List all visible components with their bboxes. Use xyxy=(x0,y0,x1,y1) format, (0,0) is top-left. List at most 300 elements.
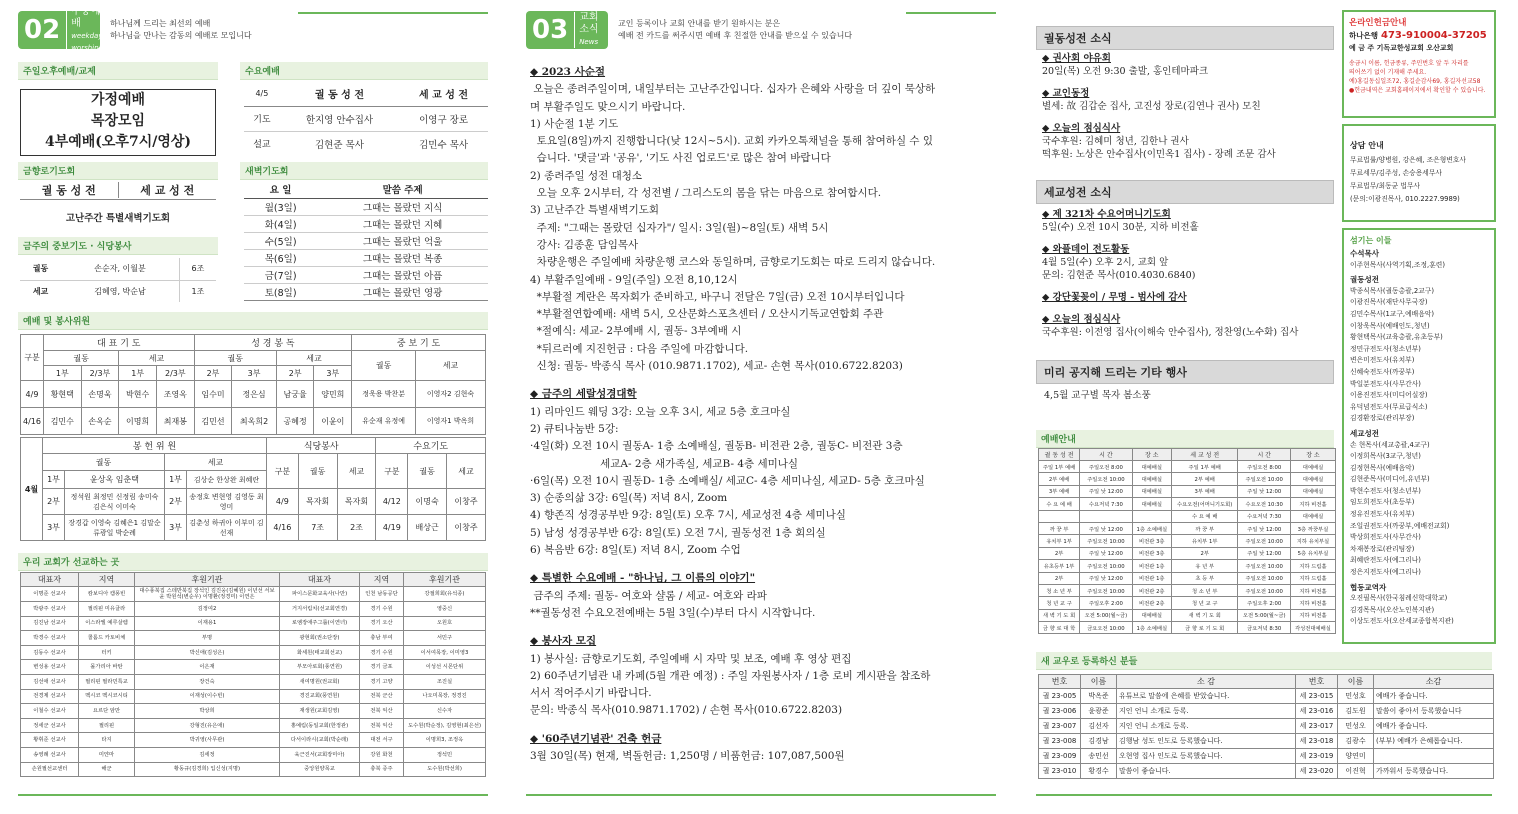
intro-line: 하나님께 드리는 최선의 예배 xyxy=(110,19,211,28)
cell: 민성오 xyxy=(1338,719,1374,734)
cell: 수요오전 10:30 xyxy=(1238,498,1291,510)
cell: 주일오전 10:00 xyxy=(1080,560,1133,572)
cell: 금요저녁 8:30 xyxy=(1238,622,1291,634)
events-text: 4,5월 교구별 목자 봄소풍 xyxy=(1044,390,1151,401)
table-row xyxy=(21,616,486,631)
cell: 김민선 xyxy=(194,408,232,435)
cell: 1부 xyxy=(119,366,157,381)
cell: 번호 xyxy=(1039,675,1081,689)
cell: 김춘성 하귀아 이부미 김선재 xyxy=(187,515,267,541)
news-line: 오늘은 종려주일이며, 내일부터는 고난주간입니다. 십자가 은혜와 사랑을 더 깊이 묵상하 xyxy=(530,83,936,96)
news-line: 1) 리마인드 웨딩 3강: 오늘 오후 3시, 세교 5층 호크마실 xyxy=(530,405,791,418)
cell: 주일오전 8:00 xyxy=(1080,461,1133,473)
cell: 세교 xyxy=(337,454,376,489)
cell: 대예배실 xyxy=(1290,485,1335,497)
cell: 기도 xyxy=(244,106,280,131)
cell: 다서이라시(교회(박순래) xyxy=(280,733,360,748)
news-section-title: ◆ 2023 사순절 xyxy=(530,66,606,78)
news-item-title: ◆ 오늘의 점심식사 xyxy=(1042,314,1121,325)
cell: 청 소 년 부 xyxy=(1171,584,1238,596)
cell: 구분 xyxy=(376,454,408,489)
cell: 충북 증주 xyxy=(360,762,404,777)
cell: 2조 xyxy=(337,515,376,541)
cell: 대예배실 xyxy=(1132,461,1171,473)
cell: 파이스문화교육사(나만) xyxy=(280,587,360,602)
staff-item: 박종식목사(궐동총괄,2교구) xyxy=(1350,286,1435,295)
table-row xyxy=(1039,510,1336,522)
cell: 세교 xyxy=(447,454,486,489)
staff-item: 손 현목사(세교총괄,4교구) xyxy=(1350,440,1430,449)
cell: 정은심 xyxy=(232,381,276,408)
news-item-title: ◆ 와플데이 전도활동 xyxy=(1042,244,1130,255)
table-row xyxy=(1039,535,1336,547)
cell: 김경남 xyxy=(1081,734,1117,749)
table-row xyxy=(21,602,486,617)
cell: 송정호 변현영 김영동 최영미 xyxy=(187,489,267,515)
news-line: **궐동성전 수요오전예배는 5월 3일(수)부터 다시 시작합니다. xyxy=(530,606,816,619)
cell: 대예배실 xyxy=(1290,461,1335,473)
cell: 주일 낮 12:00 xyxy=(1080,572,1133,584)
spacer xyxy=(530,559,994,570)
staff-item: 박일분전도사(사무간사) xyxy=(1350,379,1421,388)
cell: 손순자, 이월분 xyxy=(61,258,179,280)
cell: 지하 비전홀 xyxy=(1290,609,1335,621)
cell: 주일 낮 12:00 xyxy=(1080,522,1133,534)
news-line: 1) 봉사실: 금향로기도회, 주일예배 시 자막 및 보조, 예배 후 영상 편집 xyxy=(530,652,852,665)
cell: 신수자 xyxy=(404,704,486,719)
cell: 그때는 몰랐던 억울 xyxy=(317,232,488,249)
cell: 필리핀 필라민특교 xyxy=(79,674,135,689)
cell: 월(3일) xyxy=(244,198,317,215)
cell: 전북 익산 xyxy=(360,704,404,719)
cell: 청 년 교 구 xyxy=(1171,597,1238,609)
cell: 경진교회(풍연원) xyxy=(280,689,360,704)
cell: 김민수 xyxy=(43,408,81,435)
news-item-line: 20일(목) 오전 9:30 출발, 홍인테마파크 xyxy=(1042,66,1209,77)
cell: 금요오전 10:00 xyxy=(1080,622,1133,634)
afternoon-line: 목장모임 xyxy=(90,113,146,129)
online-title: 온라인헌금안내 xyxy=(1349,18,1407,28)
cell: 3부 xyxy=(165,515,187,541)
cell: 후원기관 xyxy=(135,573,280,587)
cell: 필리핀 xyxy=(79,718,135,733)
cell: 목(6일) xyxy=(244,249,317,266)
cell: 세 23-020 xyxy=(1296,764,1338,779)
cell xyxy=(1132,510,1171,522)
news-line: 3) 순종의삶 3강: 6일(목) 저녁 8시, Zoom xyxy=(530,492,728,505)
news-line: 2) 큐티나눔반 5강: xyxy=(530,422,619,435)
cell: 경기 금포 xyxy=(360,660,404,675)
section-guide: 예배안내 xyxy=(1036,430,1334,448)
cell: 거지서림치(선교회연경) xyxy=(280,602,360,617)
news-line: 2) 종려주일 성전 대청소 xyxy=(530,169,643,182)
cell: 대예배실 xyxy=(1290,510,1335,522)
staff-item: 이상도전도사(오산세교종합복지관) xyxy=(1350,617,1454,626)
cell: 예배가 좋습니다. xyxy=(1374,689,1494,704)
cell: 궐 동 성 전 xyxy=(280,82,399,106)
staff-item: 김민수목사(1교구,예배음악) xyxy=(1350,309,1435,318)
page2-badge xyxy=(526,11,608,49)
table-row xyxy=(21,587,486,602)
cell: 지하 유치부실 xyxy=(1290,535,1335,547)
cell: 오현영 집사 인도로 등록했습니다. xyxy=(1117,749,1296,764)
news-line: *부활절연합예배: 새벽 5시, 오산문화스포츠센터 / 오산시기독교연합회 주관 xyxy=(530,308,884,321)
cell: 1부 xyxy=(165,471,187,489)
cell: 조진실 xyxy=(404,674,486,689)
cell: 4/16 xyxy=(21,408,44,435)
cell: 중 보 기 도 xyxy=(352,335,486,351)
news-line: 신청: 궐동- 박종식 목사 (010.9871.1702), 세교- 손현 목사(010.6722.8203) xyxy=(530,360,903,373)
table-row xyxy=(21,689,486,704)
cell: 지하 드림홀 xyxy=(1290,572,1335,584)
cell: 박광주 선교사 xyxy=(21,602,79,617)
news-item-line: 국수후원: 김혜미 청년, 김한나 권사 xyxy=(1042,136,1189,147)
page1-number: 02 xyxy=(24,15,61,45)
cell: 이철수 선교사 xyxy=(21,704,79,719)
cell: 금 향 로 대 학 xyxy=(1039,622,1080,634)
cell: 유초등부 1부 xyxy=(1039,560,1080,572)
page2-number: 03 xyxy=(532,15,569,45)
cell: 김상순 한상완 최혜란 xyxy=(187,471,267,489)
news-line: 3) 고난주간 특별새벽기도회 xyxy=(530,204,660,217)
cell: 새여명원(권교회) xyxy=(280,674,360,689)
cell: 수요오전(어머니기도회) xyxy=(1171,498,1238,510)
cell: 주일오전 10:00 xyxy=(1238,584,1291,596)
cell: 황현택 xyxy=(43,381,81,408)
staff-item: 차재봉장로(관리팀장) xyxy=(1350,544,1415,553)
cell: 주일오전 10:00 xyxy=(1080,584,1133,596)
cell: 목자회 xyxy=(337,489,376,515)
cell: 지하 비전홀 xyxy=(1290,584,1335,596)
cell: 배상근 xyxy=(408,515,447,541)
cell: 박상희 xyxy=(135,704,280,719)
cell: 궐동 xyxy=(298,454,337,489)
news-item-line: 떡후원: 노상은 안수집사(이민옥1 집사) - 장례 조문 감사 xyxy=(1042,149,1276,160)
cell: 세 23-019 xyxy=(1296,749,1338,764)
staff-item: 이광진목사(재단사무국장) xyxy=(1350,298,1428,307)
news-item-title: ◆ 제 321차 수요어머니기도회 xyxy=(1042,209,1171,220)
counsel-list xyxy=(1350,154,1488,206)
news-line: *부활절 계란은 목자회가 준비하고, 바구니 전달은 7일(금) 오전 10시부터입니다 xyxy=(530,290,905,303)
cell: 영중신 xyxy=(404,602,486,617)
table-row xyxy=(21,674,486,689)
cell: 궐 23-007 xyxy=(1039,719,1081,734)
page-news xyxy=(526,0,996,814)
cell: 화세원(태교회선교) xyxy=(280,645,360,660)
cell: 이명희 xyxy=(119,408,157,435)
cell: 궐동 xyxy=(43,454,165,471)
cell: 정욱용 박찬분 xyxy=(352,381,416,408)
cell: 3부 예배 xyxy=(1171,485,1238,497)
cell: 말씀이 좋아서 등록했습니다 xyxy=(1374,704,1494,719)
cell: 비전관 3층 xyxy=(1132,547,1171,559)
cell: 이윤이 xyxy=(314,408,352,435)
note-line: 띄어쓰기 없이 기재해 주세요. xyxy=(1349,69,1427,76)
cell: 세교 xyxy=(119,351,194,366)
mission-table xyxy=(20,572,486,777)
staff-item: 이주현목사(사역기획,조정,훈련) xyxy=(1350,260,1445,269)
cell: 1층 소예배실 xyxy=(1132,522,1171,534)
cell: 이명숙 xyxy=(408,489,447,515)
cell: 나오미목장, 정경진 xyxy=(404,689,486,704)
staff-item: 변은미전도사(유치부) xyxy=(1350,356,1415,365)
cell: 전북 군산 xyxy=(360,689,404,704)
cell: 대예배실 xyxy=(1132,609,1171,621)
cell: 4/19 xyxy=(376,515,408,541)
divider xyxy=(526,794,996,796)
divider xyxy=(298,12,488,14)
cell: 대 표 기 도 xyxy=(43,335,194,351)
news-item-title: ◆ 오늘의 점심식사 xyxy=(1042,123,1121,134)
staff-item: 조일권전도사(까꿍부,예배전교회) xyxy=(1350,521,1450,530)
table-row xyxy=(1039,547,1336,559)
news-line: 주제: "그때는 몰랐던 십자가"/ 일시: 3일(월)~8일(토) 새벽 5시 xyxy=(530,221,829,234)
cell: 2부 xyxy=(1039,572,1080,584)
cell: 주일 낮 12:00 xyxy=(1080,547,1133,559)
cell: 까 꿍 부 xyxy=(1039,522,1080,534)
cell: 1부 xyxy=(43,471,65,489)
cell: 이재성(이수빈) xyxy=(135,689,280,704)
staff-box xyxy=(1342,228,1496,644)
cell: 지역 xyxy=(360,573,404,587)
cell: 정석민 xyxy=(404,747,486,762)
cell: 중앙원양목교 xyxy=(280,762,360,777)
cell: 2부 xyxy=(1039,547,1080,559)
cell: 김진남 선교사 xyxy=(21,616,79,631)
cell: 초 등 부 xyxy=(1171,572,1238,584)
cell: 김행남 성도 인도로 등록했습니다. xyxy=(1117,734,1296,749)
cell: 유치부 1부 xyxy=(1171,535,1238,547)
cell: 비전관 3층 xyxy=(1132,535,1171,547)
cell: 도수원(박선희) xyxy=(404,762,486,777)
cell: 구분 xyxy=(267,454,299,489)
cell: 최재봉 xyxy=(156,408,194,435)
section-new-members: 새 교우로 등록하신 분들 xyxy=(1036,652,1492,670)
account-holder: 예 금 주 기독교한성교회 오산교회 xyxy=(1349,44,1454,52)
friday-body: 고난주간 특별새벽기도회 xyxy=(65,213,171,224)
bar-segyo: 세교성전 소식 xyxy=(1036,180,1334,204)
cell: 지인 언니 소개로 등록. xyxy=(1117,704,1296,719)
news-line: ·6일(목) 오전 10시 궐동D- 1층 소예배실/ 세교C- 4층 세미나실, 세교D- 5층 호크마실 xyxy=(530,474,925,487)
cell: 김동수 선교사 xyxy=(21,645,79,660)
cell: 2부 예배 xyxy=(1171,473,1238,485)
note-line: ●헌금내역은 교회홈페이지에서 확인할 수 있습니다. xyxy=(1349,87,1486,94)
friday-head-cell: 궐 동 성 전 xyxy=(20,182,119,198)
online-offering-box xyxy=(1342,10,1496,118)
cell: 타지 xyxy=(79,733,135,748)
cell: 그때는 몰랐던 복종 xyxy=(317,249,488,266)
staff-item: 임도희전도사(초등부) xyxy=(1350,498,1415,507)
cell: 대예배실 xyxy=(1290,473,1335,485)
cell: 6조 xyxy=(179,258,216,280)
cell: 3부 xyxy=(314,366,352,381)
staff-item: 신혜숙전도사(까꿍부) xyxy=(1350,367,1415,376)
intro-line: 하나님을 만나는 감동의 예배로 모입니다 xyxy=(110,31,252,40)
cell: 충남 부여 xyxy=(360,631,404,646)
cell: 주일오후 2:00 xyxy=(1238,597,1291,609)
cell: 궐 23-009 xyxy=(1039,749,1081,764)
cell: 박신애(김성은) xyxy=(135,645,280,660)
cell: 이명희3, 조정옥 xyxy=(404,733,486,748)
cell: 이서여목장, 이미영3 xyxy=(404,645,486,660)
account-row xyxy=(1349,30,1489,41)
cell: 화(4일) xyxy=(244,215,317,232)
cell: 로엠장애주그룹(이연녀) xyxy=(280,616,360,631)
news-line: 토요일(8일)까지 진행합니다(낮 12시~5시). 교회 카카오톡채널을 통해 참여하실 수 있 xyxy=(530,135,934,148)
cell: 김광수 xyxy=(1338,734,1374,749)
news-section-title: ◆ 특별한 수요예배 - "하나님, 그 이름의 이야기" xyxy=(530,572,756,585)
cell: 시 간 xyxy=(1080,449,1133,461)
news-line: 금주의 주제: 궐동- 여호와 샬롬 / 세교- 여호와 라파 xyxy=(530,589,767,602)
cell: 주일 1부 예배 xyxy=(1171,461,1238,473)
page1-title: 주중예배 xyxy=(71,6,101,29)
cell: 이은재 xyxy=(135,660,280,675)
cell: 궐 23-006 xyxy=(1039,704,1081,719)
cell: 변성용 선교사 xyxy=(21,660,79,675)
cell: 손명욱 xyxy=(81,381,119,408)
cell: 대예배실 xyxy=(1132,485,1171,497)
cell: 세 교 성 전 xyxy=(1171,449,1238,461)
cell: 주일 낮 12:00 xyxy=(1238,522,1291,534)
sidebar-info xyxy=(1340,0,1498,814)
page1-title-wrap xyxy=(66,6,102,54)
bar-gwoldong: 궐동성전 소식 xyxy=(1036,26,1334,50)
cell: 1부 xyxy=(43,366,81,381)
guide-table xyxy=(1038,448,1336,634)
cell: 지하 드림홀 xyxy=(1290,560,1335,572)
afternoon-box xyxy=(20,89,216,156)
page2-intro xyxy=(618,18,852,42)
intro-line: 교인 등록이나 교회 안내를 받기 원하시는 분은 xyxy=(618,19,781,28)
section-friday: 금향로기도회 xyxy=(18,162,218,180)
cell: 궐동 xyxy=(43,351,118,366)
cell: 주일 낮 12:00 xyxy=(1080,485,1133,497)
cell: 까 꿍 부 xyxy=(1171,522,1238,534)
cell: 콜롬드 카토비체 xyxy=(79,631,135,646)
cell: 세교 xyxy=(32,286,49,296)
friday-head-cell: 세 교 성 전 xyxy=(140,183,195,197)
cell: 오전 5:00(월~금) xyxy=(1238,609,1291,621)
cell: 그때는 몰랐던 영광 xyxy=(317,283,488,300)
cell: 수요저녁 7:30 xyxy=(1080,498,1133,510)
staff-item: 최혜란전도사(예그리나) xyxy=(1350,556,1421,565)
afternoon-line: 가정예배 xyxy=(90,92,146,108)
cell: 7조 xyxy=(298,515,337,541)
cell: 수 요 예 배 xyxy=(1039,498,1080,510)
page2-subtitle: News xyxy=(579,38,599,46)
cell: 유 년 부 xyxy=(1171,560,1238,572)
cell: 세 23-016 xyxy=(1296,704,1338,719)
table-row xyxy=(21,718,486,733)
cell: 미얀마 xyxy=(79,747,135,762)
cell: 캄보디아 캠퐁빈 xyxy=(79,587,135,602)
cell: 2부 xyxy=(165,489,187,515)
cell: 대표자 xyxy=(280,573,360,587)
cell: 예배가 좋습니다. xyxy=(1374,719,1494,734)
cell: 2부 xyxy=(1171,547,1238,559)
cell: 송영례 선교사 xyxy=(21,747,79,762)
divider xyxy=(18,794,488,796)
cell: 대표자 xyxy=(21,573,79,587)
cell: 경기 오산 xyxy=(360,616,404,631)
section-servants: 예배 및 봉사위원 xyxy=(18,312,488,330)
table-row xyxy=(21,660,486,675)
cell: 주일 1부 예배 xyxy=(1039,461,1080,473)
cell: 강절희회(유석종) xyxy=(404,587,486,602)
table-row xyxy=(1039,560,1336,572)
cell: 김선자 xyxy=(1081,719,1117,734)
cell: 3부 xyxy=(232,366,276,381)
staff-item: 황현택목사(교육총괄,유초등부) xyxy=(1350,333,1443,342)
cell: 2부 예배 xyxy=(1039,473,1080,485)
cell: 소 감 xyxy=(1117,675,1296,689)
cell: 3층 까꿍부실 xyxy=(1290,522,1335,534)
cell: 몰가리아 바탄 xyxy=(79,660,135,675)
news-line: 문의: 박종식 목사(010.9871.1702) / 손현 목사(010.6722.8203) xyxy=(530,704,843,717)
cell: 황동규(김경희) 입신성(지명) xyxy=(135,762,280,777)
staff-item: 정유진전도사(유치부) xyxy=(1350,510,1415,519)
table-row xyxy=(1039,522,1336,534)
cell: 이영자2 김현숙 xyxy=(416,381,486,408)
cell: 주일오전 10:00 xyxy=(1080,535,1133,547)
staff-group-title: 수석목사 xyxy=(1350,249,1379,258)
cell: 설교 xyxy=(253,140,271,151)
page2-title-wrap xyxy=(574,12,608,48)
news-line: 1) 사순절 1분 기도 xyxy=(530,117,619,130)
news-item-title: ◆ 권사회 야유회 xyxy=(1042,53,1111,64)
cell: 4/5 xyxy=(244,82,280,106)
news-line: 3월 30일(목) 현재, 벽돌헌금: 1,250명 / 비품헌금: 107,087,500원 xyxy=(530,749,845,762)
cell: 남궁율 xyxy=(276,381,314,408)
cell: 세 23-015 xyxy=(1296,689,1338,704)
cell: 이명준 선교사 xyxy=(21,587,79,602)
cell: 비전관 2층 xyxy=(1132,597,1171,609)
staff-item: 김경목목사(오산노인복지관) xyxy=(1350,605,1435,614)
cell: 5층 유치부실 xyxy=(1290,547,1335,559)
cell: 요르단 암만 xyxy=(79,704,135,719)
cell: 임수미 xyxy=(194,381,232,408)
cell: 황경수 xyxy=(1081,764,1117,779)
news-line: 며 부활주일도 맞으시기 바랍니다. xyxy=(530,100,686,113)
cell: 터키 xyxy=(79,645,135,660)
cell: 이창주 xyxy=(447,515,486,541)
news-item-line: 5일(수) 오전 10시 30분, 지하 비전홀 xyxy=(1042,222,1199,233)
table-row xyxy=(21,645,486,660)
cell: 육근진서(교회장미아) xyxy=(280,747,360,762)
cell: 주일오전 10:00 xyxy=(1238,473,1291,485)
cell: 대예배실 xyxy=(1132,473,1171,485)
cell: 지하 비전홀 xyxy=(1290,597,1335,609)
servants-table xyxy=(20,334,486,435)
cell: 그때는 몰랐던 아픔 xyxy=(317,266,488,283)
cell: 2부 xyxy=(276,366,314,381)
news-body xyxy=(530,64,994,765)
cell: 4월 xyxy=(21,438,43,541)
news-item-title: ◆ 강단꽃꽂이 / 무명 - 범사에 감사 xyxy=(1042,292,1187,303)
counsel-line: (문의:이광진목사, 010.2227.9989) xyxy=(1350,195,1460,203)
cell: 주일오후 2:00 xyxy=(1080,597,1133,609)
cell: 민성호 xyxy=(1338,689,1374,704)
cell: 비전관 1층 xyxy=(1132,560,1171,572)
page1-subtitle: weekday worship xyxy=(71,32,103,52)
intro-line: 예배 전 카드를 써주시면 예배 후 친절한 안내를 받으실 수 있습니다 xyxy=(618,31,853,40)
cell: 오원호 xyxy=(404,616,486,631)
staff-item: 박현수전도사(청소년부) xyxy=(1350,486,1421,495)
cell: 윤상옥 임춘택 xyxy=(65,471,165,489)
cell: 말씀이 좋습니다. xyxy=(1117,764,1296,779)
table-row xyxy=(1039,461,1336,473)
news-section-title: ◆ '60주년기념관' 건축 헌금 xyxy=(530,732,662,745)
